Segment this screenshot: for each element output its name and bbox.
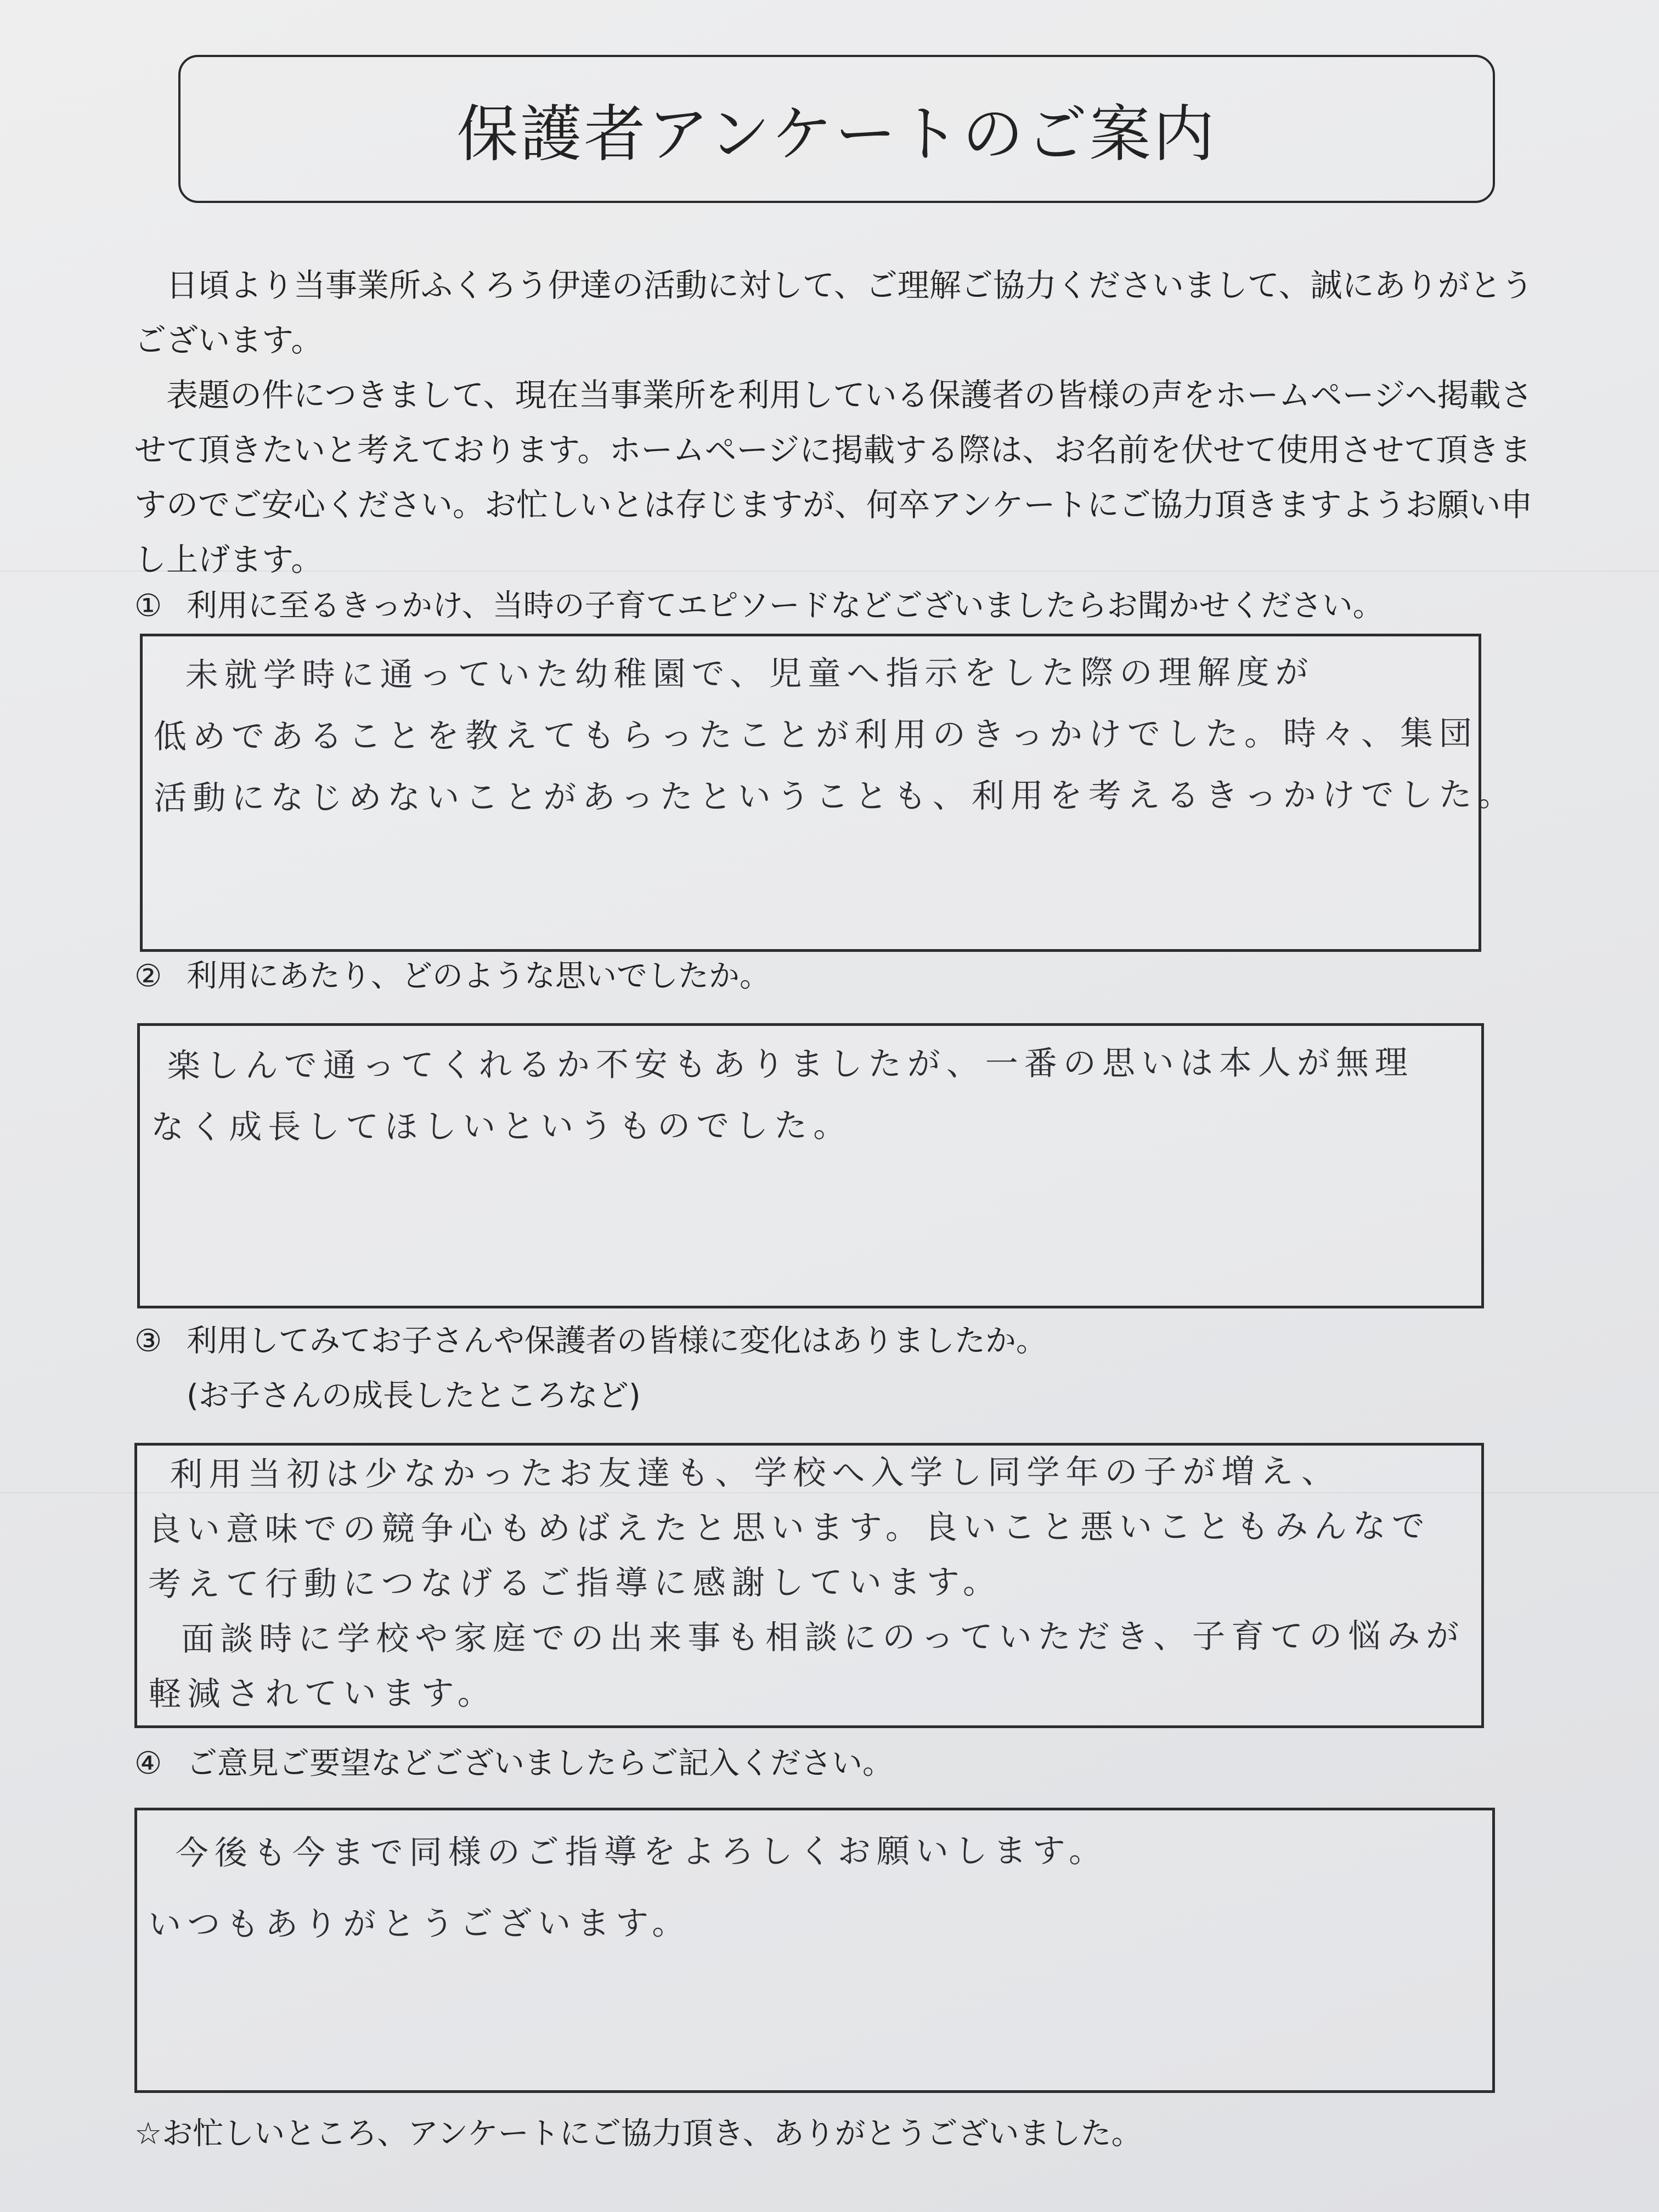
question-text: 利用にあたり、どのような思いでしたか。 — [187, 958, 770, 994]
answer-line: 楽しんで通ってくれるか不安もありましたが、一番の思いは本人が無理 — [167, 1043, 1414, 1086]
intro-paragraph-2: 表題の件につきまして、現在当事業所を利用している保護者の皆様の声をホームページへ掲載させて頂きたいと考えております。ホームページに掲載する際は、お名前を伏せて使用させて頂きますのでご安心ください。お忙しいとは存じますが、何卒アンケートにご協力頂きますようお願い申し上げます。 — [134, 376, 1533, 578]
answer-line: いつもありがとうございます。 — [148, 1904, 691, 1944]
intro-paragraph-1: 日頃より当事業所ふくろう伊達の活動に対して、ご理解ご協力くださいまして、誠にありがとうございます。 — [134, 267, 1533, 359]
title-box — [178, 55, 1495, 203]
answer-box-1 — [140, 634, 1517, 952]
answer-line: 今後も今まで同様のご指導をよろしくお願いします。 — [175, 1831, 1108, 1873]
question-4 — [134, 1742, 893, 1786]
answer-box-2 — [137, 1023, 1484, 1308]
answer-line: 低めであることを教えてもらったことが利用のきっかけでした。時々、集団 — [153, 714, 1479, 757]
page-title: 保護者アンケートのご案内 — [456, 98, 1217, 170]
question-number: ② — [134, 958, 162, 994]
answer-line: 良い意味での競争心もめばえたと思います。良いこと悪いこともみんなで — [148, 1507, 1431, 1549]
question-2 — [134, 955, 770, 998]
answer-line: 軽減されています。 — [148, 1674, 496, 1714]
question-3 — [134, 1319, 1047, 1363]
answer-line: 活動になじめないことがあったということも、利用を考えるきっかけでした。 — [154, 775, 1517, 818]
question-number: ④ — [134, 1746, 162, 1781]
question-text: 利用に至るきっかけ、当時の子育てエピソードなどございましたらお聞かせください。 — [187, 588, 1384, 624]
handwritten-answer-4 — [148, 1814, 1487, 1960]
question-3-note: (お子さんの成長したところなど) — [187, 1378, 641, 1414]
question-number: ③ — [134, 1323, 162, 1359]
answer-line: 面談時に学校や家庭での出来事も相談にのっていただき、子育ての悩みが — [181, 1616, 1465, 1659]
question-1 — [134, 584, 1384, 628]
closing-note: ☆お忙しいところ、アンケートにご協力頂き、ありがとうございました。 — [134, 2116, 1142, 2152]
answer-line: 未就学時に通っていた幼稚園で、児童へ指示をした際の理解度が — [185, 653, 1314, 695]
answer-line: 利用当初は少なかったお友達も、学校へ入学し同学年の子が増え、 — [170, 1452, 1341, 1494]
question-text: 利用してみてお子さんや保護者の皆様に変化はありましたか。 — [187, 1323, 1047, 1359]
answer-line: なく成長してほしいというものでした。 — [151, 1106, 853, 1147]
question-text: ご意見ご要望などございましたらご記入ください。 — [187, 1746, 893, 1781]
answer-box-3 — [134, 1443, 1484, 1728]
question-number: ① — [134, 588, 162, 624]
handwritten-answer-3 — [148, 1444, 1476, 1722]
answer-line: 考えて行動につなげるご指導に感謝しています。 — [148, 1563, 1002, 1604]
intro-text — [134, 258, 1550, 587]
answer-box-4 — [134, 1808, 1495, 2093]
handwritten-answer-1 — [153, 641, 1517, 829]
handwritten-answer-2 — [151, 1032, 1476, 1158]
